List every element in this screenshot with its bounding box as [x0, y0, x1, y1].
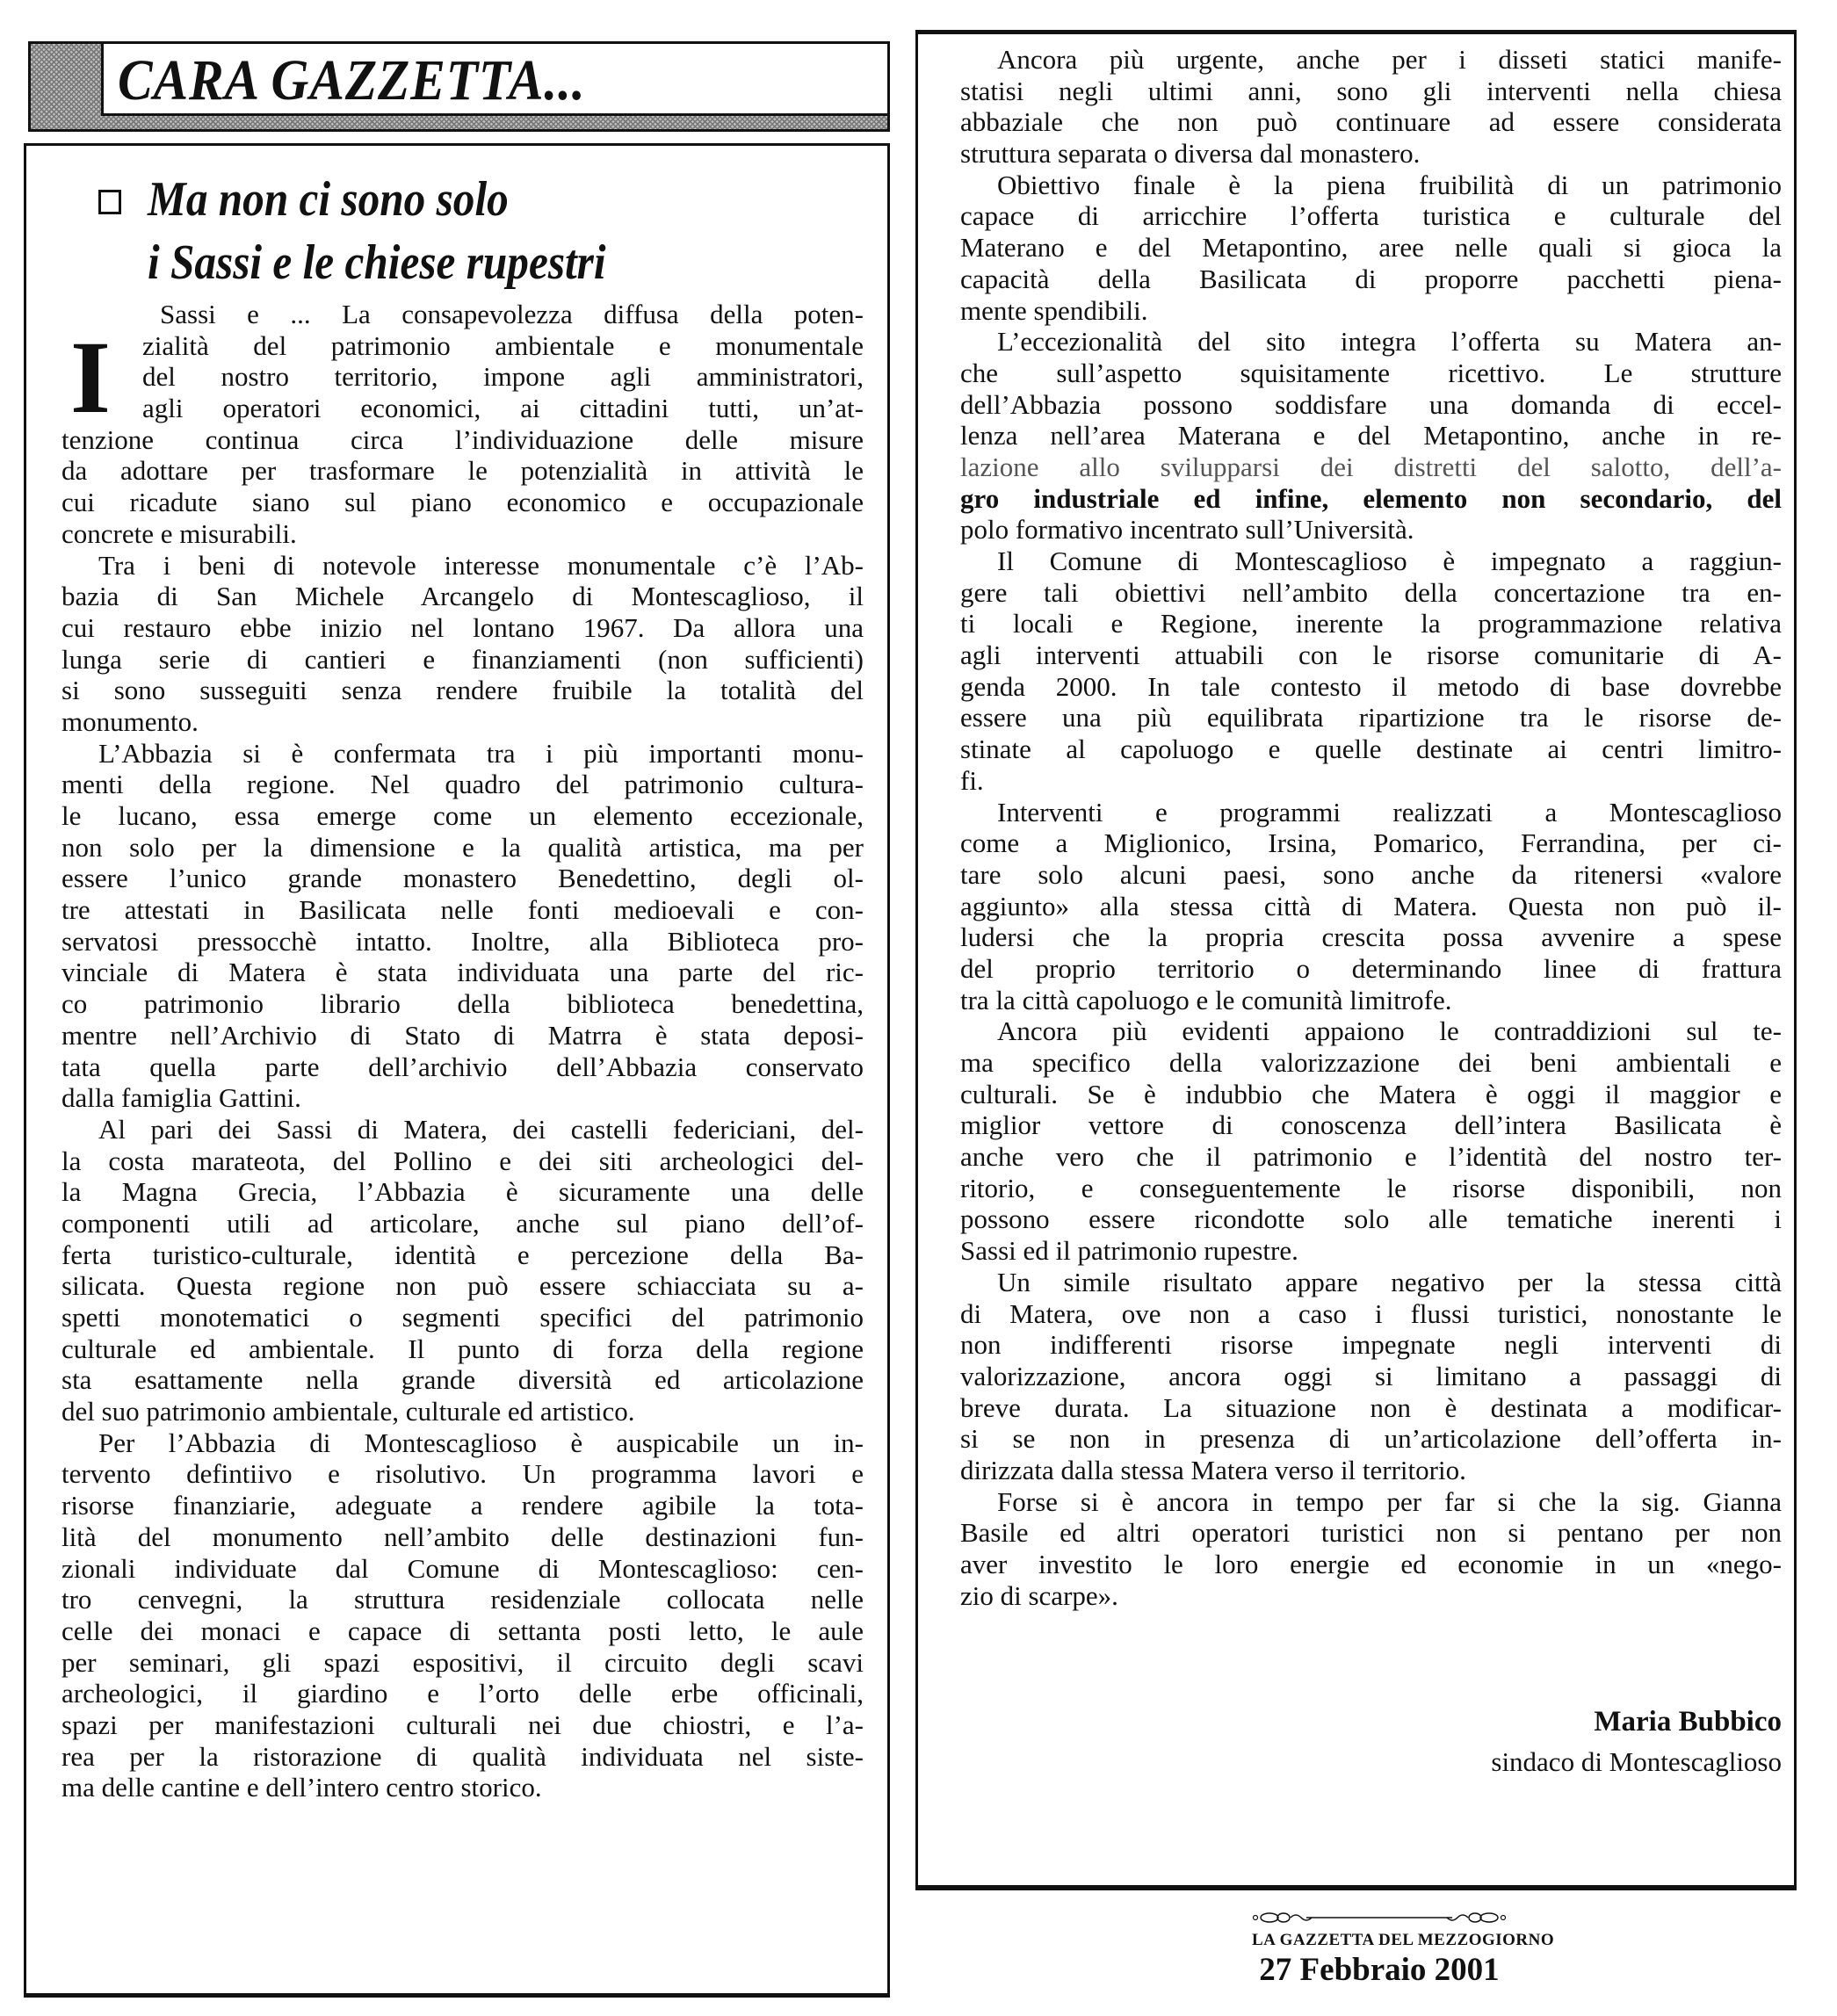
text-line: del nostro territorio, impone agli amministratori,	[142, 361, 864, 393]
text-line: lunga serie di cantieri e finanziamenti (non sufficienti)	[61, 643, 864, 675]
text-line: lazione allo svilupparsi dei distretti del salotto, dell’a-	[960, 451, 1782, 482]
text-line: la costa marateota, del Pollino e dei siti archeologici del-	[61, 1145, 864, 1176]
text-line: agli interventi attuabili con le risorse comunitarie di A-	[960, 639, 1782, 671]
text-line: polo formativo incentrato sull’Università.	[960, 514, 1414, 546]
author-role: sindaco di Montescaglioso	[1491, 1746, 1782, 1777]
text-line: tro cenvegni, la struttura residenziale collocata nelle	[61, 1584, 864, 1615]
text-line: capace di arricchire l’offerta turistica e culturale del	[960, 200, 1782, 232]
text-line: fi.	[960, 764, 984, 796]
text-line: monumento.	[61, 705, 199, 737]
text-line: gro industriale ed infine, elemento non secondario, del	[960, 482, 1782, 514]
text-line: che sull’aspetto squisitamente ricettivo. Le strutture	[960, 357, 1782, 388]
text-line: culturale ed ambientale. Il punto di forza della regione	[61, 1333, 864, 1364]
text-line: dirizzata dalla stessa Matera verso il territorio.	[960, 1454, 1466, 1485]
text-line: zio di scarpe».	[960, 1579, 1118, 1611]
text-line: ti locali e Regione, inerente la programmazione relativa	[960, 608, 1782, 639]
text-line: risorse finanziarie, adeguate a rendere agibile la tota-	[61, 1490, 864, 1521]
text-line: Al pari dei Sassi di Matera, dei castelli federiciani, del-	[98, 1113, 864, 1145]
section-banner-label-area	[101, 44, 887, 116]
text-line: vinciale di Matera è stata individuata una parte del ric-	[61, 957, 864, 988]
text-line: sta esattamente nella grande diversità ed articolazione	[61, 1364, 864, 1396]
section-title: CARA GAZZETTA...	[118, 48, 586, 112]
text-line: ferta turistico-culturale, identità e percezione della Ba-	[61, 1239, 864, 1270]
text-line: L’eccezionalità del sito integra l’offerta su Matera an-	[997, 326, 1782, 358]
text-line: L’Abbazia si è confermata tra i più importanti monu-	[98, 737, 864, 769]
text-line: celle dei monaci e capace di settanta posti letto, le aule	[61, 1615, 864, 1646]
text-line: la Magna Grecia, l’Abbazia è sicuramente una delle	[61, 1176, 864, 1208]
text-line: ma delle cantine e dell’intero centro storico.	[61, 1772, 542, 1803]
text-line: cui ricadute siano sul piano economico e occupazionale	[61, 487, 864, 518]
text-line: tenzione continua circa l’individuazione delle misure	[61, 423, 864, 455]
text-line: Obiettivo finale è la piena fruibilità di un patrimonio	[997, 169, 1782, 200]
text-line: mentre nell’Archivio di Stato di Matrra è stata deposi-	[61, 1019, 864, 1051]
text-line: breve durata. La situazione non è destinata a modificar-	[960, 1391, 1782, 1423]
text-line: ludersi che la propria crescita possa avvenire a spese	[960, 921, 1782, 953]
text-line: gere tali obiettivi nell’ambito della concertazione tra en-	[960, 576, 1782, 608]
text-line: si se non in presenza di un’articolazione dell’offerta in-	[960, 1423, 1782, 1455]
headline-bullet-square-icon	[98, 190, 121, 214]
publication-date: 27 Febbraio 2001	[1259, 1952, 1500, 1988]
text-line: le lucano, essa emerge come un elemento eccezionale,	[61, 800, 864, 831]
text-line: miglior vettore di conoscenza dell’intera Basilicata è	[960, 1109, 1782, 1141]
text-line: non solo per la dimensione e la qualità artistica, ma per	[61, 831, 864, 863]
text-line: componenti utili ad articolare, anche sul piano dell’of-	[61, 1207, 864, 1239]
text-line: ma specifico della valorizzazione dei beni ambientali e	[960, 1047, 1782, 1078]
text-line: cui restauro ebbe inizio nel lontano 1967. Da allora una	[61, 611, 864, 643]
headline	[98, 170, 854, 293]
text-line: Sassi ed il patrimonio rupestre.	[960, 1235, 1298, 1267]
newspaper-masthead	[1252, 1911, 1555, 1989]
text-line: Tra i beni di notevole interesse monumentale c’è l’Ab-	[98, 549, 864, 581]
text-line: culturali. Se è indubbio che Matera è oggi il maggior e	[960, 1078, 1782, 1109]
text-line: lità del monumento nell’ambito delle destinazioni fun-	[61, 1521, 864, 1552]
drop-cap: I	[70, 334, 111, 422]
text-line: valorizzazione, ancora oggi si limitano a passaggi di	[960, 1360, 1782, 1391]
text-line: Ancora più urgente, anche per i disseti statici manife-	[997, 44, 1782, 75]
text-line: Materano e del Metapontino, aree nelle quali si gioca la	[960, 232, 1782, 264]
text-line: rea per la ristorazione di qualità individuata nel siste-	[61, 1740, 864, 1772]
text-line: lenza nell’area Materana e del Metapontino, anche in re-	[960, 420, 1782, 452]
text-line: dalla famiglia Gattini.	[61, 1082, 301, 1114]
text-line: archeologici, il giardino e l’orto delle erbe officinali,	[61, 1678, 864, 1709]
newspaper-name: LA GAZZETTA DEL MEZZOGIORNO	[1252, 1931, 1555, 1949]
text-line: essere una più equilibrata ripartizione tra le risorse de-	[960, 702, 1782, 733]
text-line: come a Miglionico, Irsina, Pomarico, Ferrandina, per ci-	[960, 827, 1782, 859]
text-line: bazia di San Michele Arcangelo di Montescaglioso, il	[61, 581, 864, 612]
text-line: Ancora più evidenti appaiono le contraddizioni sul te-	[997, 1015, 1782, 1047]
text-line: non indifferenti risorse impegnate negli interventi di	[960, 1329, 1782, 1361]
text-line: del proprio territorio o determinando linee di frattura	[960, 952, 1782, 984]
text-line: tare solo alcuni paesi, sono anche da ritenersi «valore	[960, 858, 1782, 890]
text-line: aggiunto» alla stessa città di Matera. Questa non può il-	[960, 890, 1782, 921]
headline-line: Ma non ci sono solo	[148, 172, 509, 227]
text-line: tata quella parte dell’archivio dell’Abbazia conservato	[61, 1051, 864, 1082]
text-line: dell’Abbazia possono soddisfare una domanda di eccel-	[960, 388, 1782, 420]
text-line: Per l’Abbazia di Montescaglioso è auspicabile un in-	[98, 1427, 864, 1458]
text-line: aver investito le loro energie ed economie in un «nego-	[960, 1549, 1782, 1579]
text-line: mente spendibili.	[960, 294, 1148, 326]
text-line: spetti monotematici o segmenti specifici del patrimonio	[61, 1302, 864, 1333]
text-line: Sassi e ... La consapevolezza diffusa della poten-	[160, 299, 864, 329]
text-line: essere l’unico grande monastero Benedettino, degli ol-	[61, 863, 864, 894]
text-line: Il Comune di Montescaglioso è impegnato a raggiun-	[997, 546, 1782, 576]
author-name: Maria Bubbico	[1594, 1706, 1782, 1738]
text-line: si sono susseguiti senza rendere fruibile la totalità del	[61, 675, 864, 706]
text-line: stinate al capoluogo e quelle destinate ai centri limitro-	[960, 733, 1782, 765]
text-line: menti della regione. Nel quadro del patrimonio cultura-	[61, 769, 864, 800]
text-line: tra la città capoluogo e le comunità limitrofe.	[960, 984, 1452, 1015]
text-line: statisi negli ultimi anni, sono gli interventi nella chiesa	[960, 75, 1782, 106]
text-line: del suo patrimonio ambientale, culturale ed artistico.	[61, 1396, 635, 1427]
text-line: zionali individuate dal Comune di Montescaglioso: cen-	[61, 1552, 864, 1584]
text-line: possono essere ricondotte solo alle tematiche inerenti i	[960, 1203, 1782, 1235]
text-line: capacità della Basilicata di proporre pacchetti piena-	[960, 263, 1782, 294]
text-line: struttura separata o diversa dal monastero.	[960, 138, 1421, 170]
text-line: spazi per manifestazioni culturali nei due chiostri, e l’a-	[61, 1709, 864, 1740]
text-line: da adottare per trasformare le potenzialità in attività le	[61, 455, 864, 487]
text-line: silicata. Questa regione non può essere schiacciata su a-	[61, 1270, 864, 1302]
text-line: ritorio, e conseguentemente le risorse disponibili, non	[960, 1172, 1782, 1203]
text-line: anche vero che il patrimonio e l’identità del nostro ter-	[960, 1141, 1782, 1173]
article-left-column-text	[61, 299, 864, 1803]
text-line: concrete e misurabili.	[61, 517, 297, 549]
text-line: Un simile risultato appare negativo per la stessa città	[997, 1266, 1782, 1297]
text-line: Forse si è ancora in tempo per far si che la sig. Gianna	[997, 1485, 1782, 1517]
text-line: tervento defintiivo e risolutivo. Un programma lavori e	[61, 1458, 864, 1490]
text-line: Interventi e programmi realizzati a Montescaglioso	[997, 796, 1782, 827]
ornament-divider-icon	[1252, 1911, 1507, 1924]
text-line: per seminari, gli spazi espositivi, il circuito degli scavi	[61, 1646, 864, 1678]
text-line: co patrimonio librario della biblioteca benedettina,	[61, 988, 864, 1020]
text-line: agli operatori economici, ai cittadini tutti, un’at-	[142, 393, 864, 424]
text-line: di Matera, ove non a caso i flussi turistici, nonostante le	[960, 1297, 1782, 1329]
text-line: servatosi pressocchè intatto. Inoltre, alla Biblioteca pro-	[61, 925, 864, 957]
headline-line: i Sassi e le chiese rupestri	[148, 235, 606, 290]
text-line: abbaziale che non può continuare ad essere considerata	[960, 106, 1782, 138]
article-right-column-text	[960, 44, 1782, 1611]
section-banner	[28, 41, 890, 132]
text-line: tre attestati in Basilicata nelle fonti medioevali e con-	[61, 894, 864, 926]
text-line: zialità del patrimonio ambientale e monumentale	[142, 329, 864, 361]
text-line: genda 2000. In tale contesto il metodo di base dovrebbe	[960, 670, 1782, 702]
text-line: Basile ed altri operatori turistici non si pentano per non	[960, 1517, 1782, 1549]
